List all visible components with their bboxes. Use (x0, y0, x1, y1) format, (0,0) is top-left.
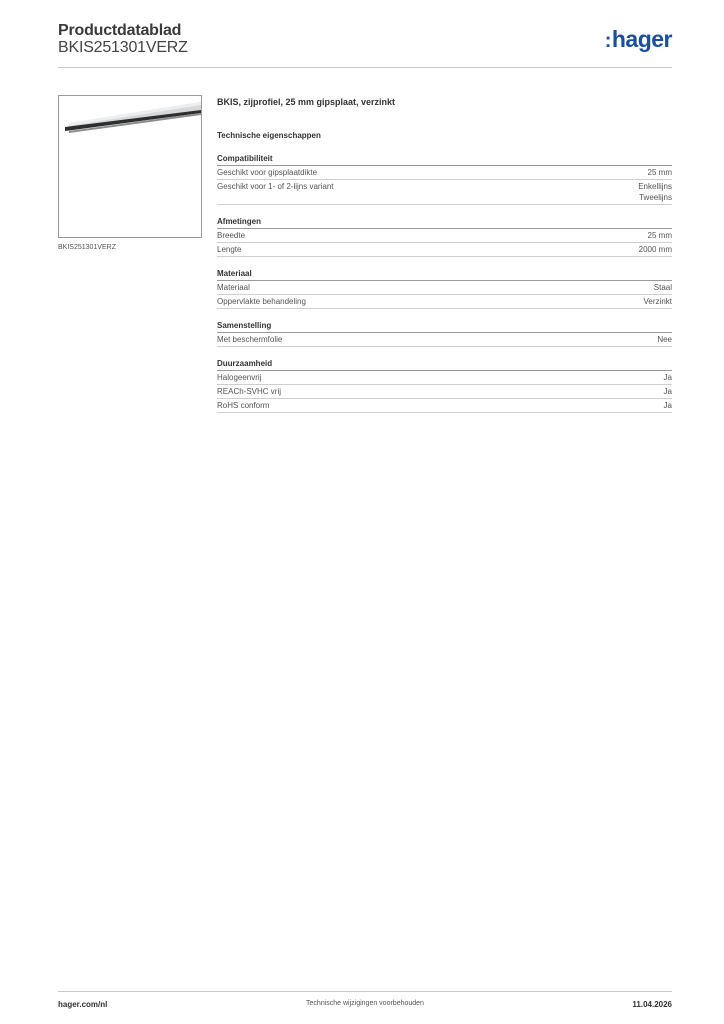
product-image (58, 95, 202, 238)
footer-website: hager.com/nl (58, 1000, 108, 1009)
spec-row (217, 229, 672, 243)
spec-value-line: Ja (663, 373, 672, 382)
spec-label: Geschikt voor gipsplaatdikte (217, 168, 318, 177)
spec-value (657, 334, 672, 345)
section-title: Materiaal (217, 267, 672, 281)
spec-value (644, 296, 672, 307)
spec-label: Oppervlakte behandeling (217, 297, 306, 306)
section-title: Duurzaamheid (217, 357, 672, 371)
spec-value (639, 244, 672, 255)
spec-value (664, 400, 672, 411)
spec-section (217, 267, 672, 309)
spec-value-line: Ja (663, 401, 672, 410)
spec-section (217, 357, 672, 413)
spec-value (664, 372, 672, 383)
spec-row (217, 243, 672, 257)
spec-row (217, 166, 672, 180)
spec-row (217, 333, 672, 347)
spec-content (217, 95, 672, 413)
spec-section (217, 319, 672, 347)
page-header (58, 22, 672, 68)
spec-value-line: Ja (663, 387, 672, 396)
spec-value-line: Tweelijns (639, 193, 672, 202)
section-title: Samenstelling (217, 319, 672, 333)
spec-value (648, 167, 672, 178)
spec-value-line: 2000 mm (638, 245, 672, 254)
spec-label: RoHS conform (217, 401, 270, 410)
spec-row (217, 180, 672, 205)
spec-sections (217, 152, 672, 413)
product-description: BKIS, zijprofiel, 25 mm gipsplaat, verzinkt (217, 97, 396, 107)
spec-row (217, 385, 672, 399)
section-title: Compatibiliteit (217, 152, 672, 166)
spec-label: Met beschermfolie (217, 335, 283, 344)
spec-value (664, 386, 672, 397)
spec-value-line: 25 mm (647, 168, 672, 177)
spec-value-line: Staal (653, 283, 672, 292)
spec-row (217, 295, 672, 309)
spec-row (217, 371, 672, 385)
spec-value-line: Enkellijns (638, 182, 672, 191)
spec-section (217, 152, 672, 205)
logo-text: hager (611, 26, 672, 52)
footer-date: 11.04.2026 (632, 1000, 672, 1009)
hager-logo: :hager (604, 26, 672, 52)
image-caption: BKIS251301VERZ (58, 244, 116, 251)
document-title: Productdatablad (58, 22, 182, 39)
profile-rail-image (59, 96, 201, 237)
spec-value (638, 181, 672, 203)
spec-row (217, 399, 672, 413)
page-footer (58, 991, 672, 1012)
spec-value (648, 230, 672, 241)
section-title: Afmetingen (217, 215, 672, 229)
spec-label: Halogeenvrij (217, 373, 262, 382)
spec-label: Lengte (217, 245, 242, 254)
tech-properties-heading: Technische eigenschappen (217, 131, 321, 140)
product-code: BKIS251301VERZ (58, 39, 188, 56)
spec-value-line: 25 mm (647, 231, 672, 240)
spec-label: REACh-SVHC vrij (217, 387, 282, 396)
header-divider (58, 67, 672, 68)
spec-value (654, 282, 672, 293)
spec-value-line: Nee (657, 335, 672, 344)
spec-row (217, 281, 672, 295)
spec-label: Geschikt voor 1- of 2-lijns variant (217, 182, 334, 191)
spec-value-line: Verzinkt (643, 297, 672, 306)
spec-section (217, 215, 672, 257)
footer-notice: Technische wijzigingen voorbehouden (306, 1000, 424, 1007)
spec-label: Breedte (217, 231, 246, 240)
spec-label: Materiaal (217, 283, 250, 292)
